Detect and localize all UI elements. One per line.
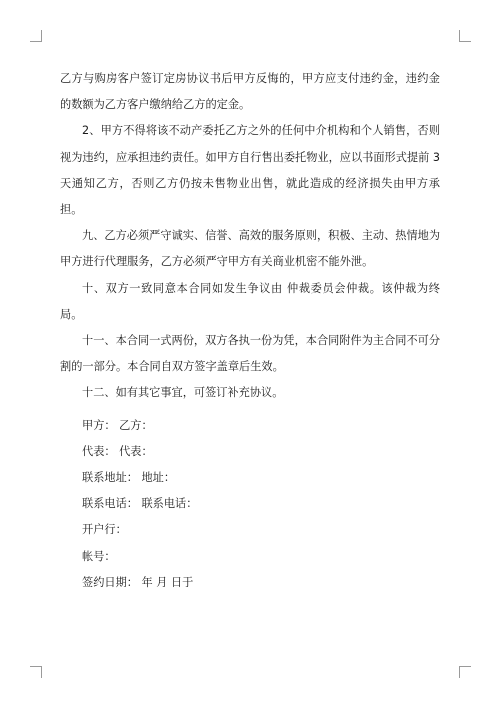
crop-mark-bottom-left [30, 666, 42, 678]
crop-mark-top-right [459, 30, 471, 42]
field-parties: 甲方： 乙方： [82, 418, 153, 432]
paragraph-clause-eleven: 十一、本合同一式两份，双方各执一份为凭，本合同附件为主合同不可分割的一部分。本合同自双方签字盖章后生效。 [60, 334, 441, 374]
paragraph-exclusive-agency: 2、甲方不得将该不动产委托乙方之外的任何中介机构和个人销售，否则视为违约，应承担违约责任。如甲方自行售出委托物业，应以书面形式提前 3 天通知乙方，否则乙方仍按未售物业出售，就此造成的经济损失由甲方承担。 [60, 124, 440, 217]
crop-mark-top-left [30, 30, 42, 42]
field-signing-date: 签约日期： 年 月 日于 [82, 575, 194, 589]
paragraph-breach-clause: 乙方与购房客户签订定房协议书后甲方反悔的，甲方应支付违约金，违约金的数额为乙方客户缴纳给乙方的定金。 [60, 72, 440, 112]
signature-fields [60, 413, 440, 596]
field-address: 联系地址： 地址： [82, 471, 176, 485]
paragraph-clause-ten: 十、双方一致同意本合同如发生争议由 仲裁委员会仲裁。该仲裁为终局。 [60, 281, 440, 321]
document-body [60, 66, 440, 596]
field-phone: 联系电话： 联系电话： [82, 497, 198, 511]
paragraph-clause-twelve: 十二、如有其它事宜，可签订补充协议。 [82, 386, 284, 400]
field-representatives: 代表： 代表： [82, 444, 153, 458]
field-bank: 开户行： [82, 523, 127, 537]
field-account: 帐号： [82, 549, 116, 563]
crop-mark-bottom-right [459, 666, 471, 678]
paragraph-clause-nine: 九、乙方必须严守诚实、信誉、高效的服务原则，积极、主动、热情地为甲方进行代理服务，乙方必须严守甲方有关商业机密不能外泄。 [60, 229, 441, 269]
